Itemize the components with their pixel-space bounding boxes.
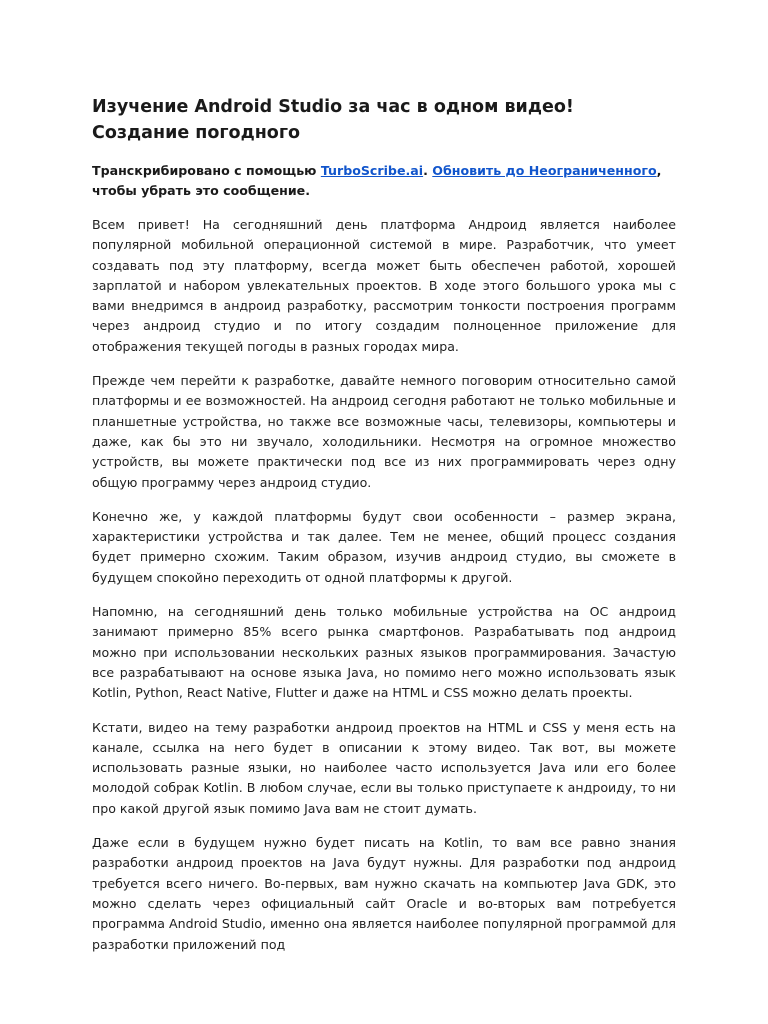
paragraph-html-css: Кстати, видео на тему разработки андроид проектов на HTML и CSS у меня есть на канале, ссылка на него будет в описании к этому видео. Так вот, вы можете использовать разные языки, но наиболее часто используется Java или его более молодой собрак Kotlin. В любом случае, если вы только приступаете к андроиду, то ни про какой другой язык помимо Java вам не стоит думать. bbox=[92, 719, 676, 816]
transcription-notice bbox=[92, 161, 676, 201]
notice-prefix: Транскрибировано с помощью bbox=[92, 163, 321, 178]
paragraph-platform: Прежде чем перейти к разработке, давайте немного поговорим относительно самой платформы и ее возможностей. На андроид сегодня работают не только мобильные и планшетные устройства, но также все возможные часы, телевизоры, компьютеры и даже, как бы это ни звучало, холодильники. Несмотря на огромное множество устройств, вы можете практически под все из них программировать через одну общую программу через андроид студио. bbox=[92, 373, 676, 490]
document-title: Изучение Android Studio за час в одном видео! Создание погодного bbox=[92, 97, 574, 143]
upgrade-unlimited-link[interactable]: Обновить до Неограниченного bbox=[432, 163, 657, 178]
paragraph-languages: Напомню, на сегодняшний день только мобильные устройства на ОС андроид занимают примерно 85% всего рынка смартфонов. Разрабатывать под андроид можно при использовании нескольких разных языков программирования. Зачастую все разрабатывают на основе языка Java, но помимо него можно использовать язык Kotlin, Python, React Native, Flutter и даже на HTML и CSS можно делать проекты. bbox=[92, 604, 676, 701]
paragraph-intro: Всем привет! На сегодняшний день платформа Андроид является наиболее популярной мобильной операционной системой в мире. Разработчик, что умеет создавать под эту платформу, всегда может быть обеспечен работой, хорошей зарплатой и набором увлекательных проектов. В ходе этого большого урока мы с вами внедримся в андроид разработку, рассмотрим тонкости построения программ через андроид студио и по итогу создадим полноценное приложение для отображения текущей погоды в разных городах мира. bbox=[92, 217, 676, 354]
paragraph-features: Конечно же, у каждой платформы будут свои особенности – размер экрана, характеристики устройства и так далее. Тем не менее, общий процесс создания будет примерно схожим. Таким образом, изучив андроид студио, вы сможете в будущем спокойно переходить от одной платформы к другой. bbox=[92, 508, 676, 585]
notice-suffix: , чтобы убрать это сообщение. bbox=[92, 163, 662, 198]
paragraph-requirements: Даже если в будущем нужно будет писать на Kotlin, то вам все равно знания разработки андроид проектов на Java будут нужны. Для разработки под андроид требуется всего ничего. Во-первых, вам нужно скачать на компьютер Java GDK, это можно сделать через официальный сайт Oracle и во-вторых вам потребуется программа Android Studio, именно она является наиболее популярной программой для разработки приложений под bbox=[92, 835, 676, 952]
notice-separator: . bbox=[423, 163, 433, 178]
turboscribe-link[interactable]: TurboScribe.ai bbox=[320, 163, 424, 178]
